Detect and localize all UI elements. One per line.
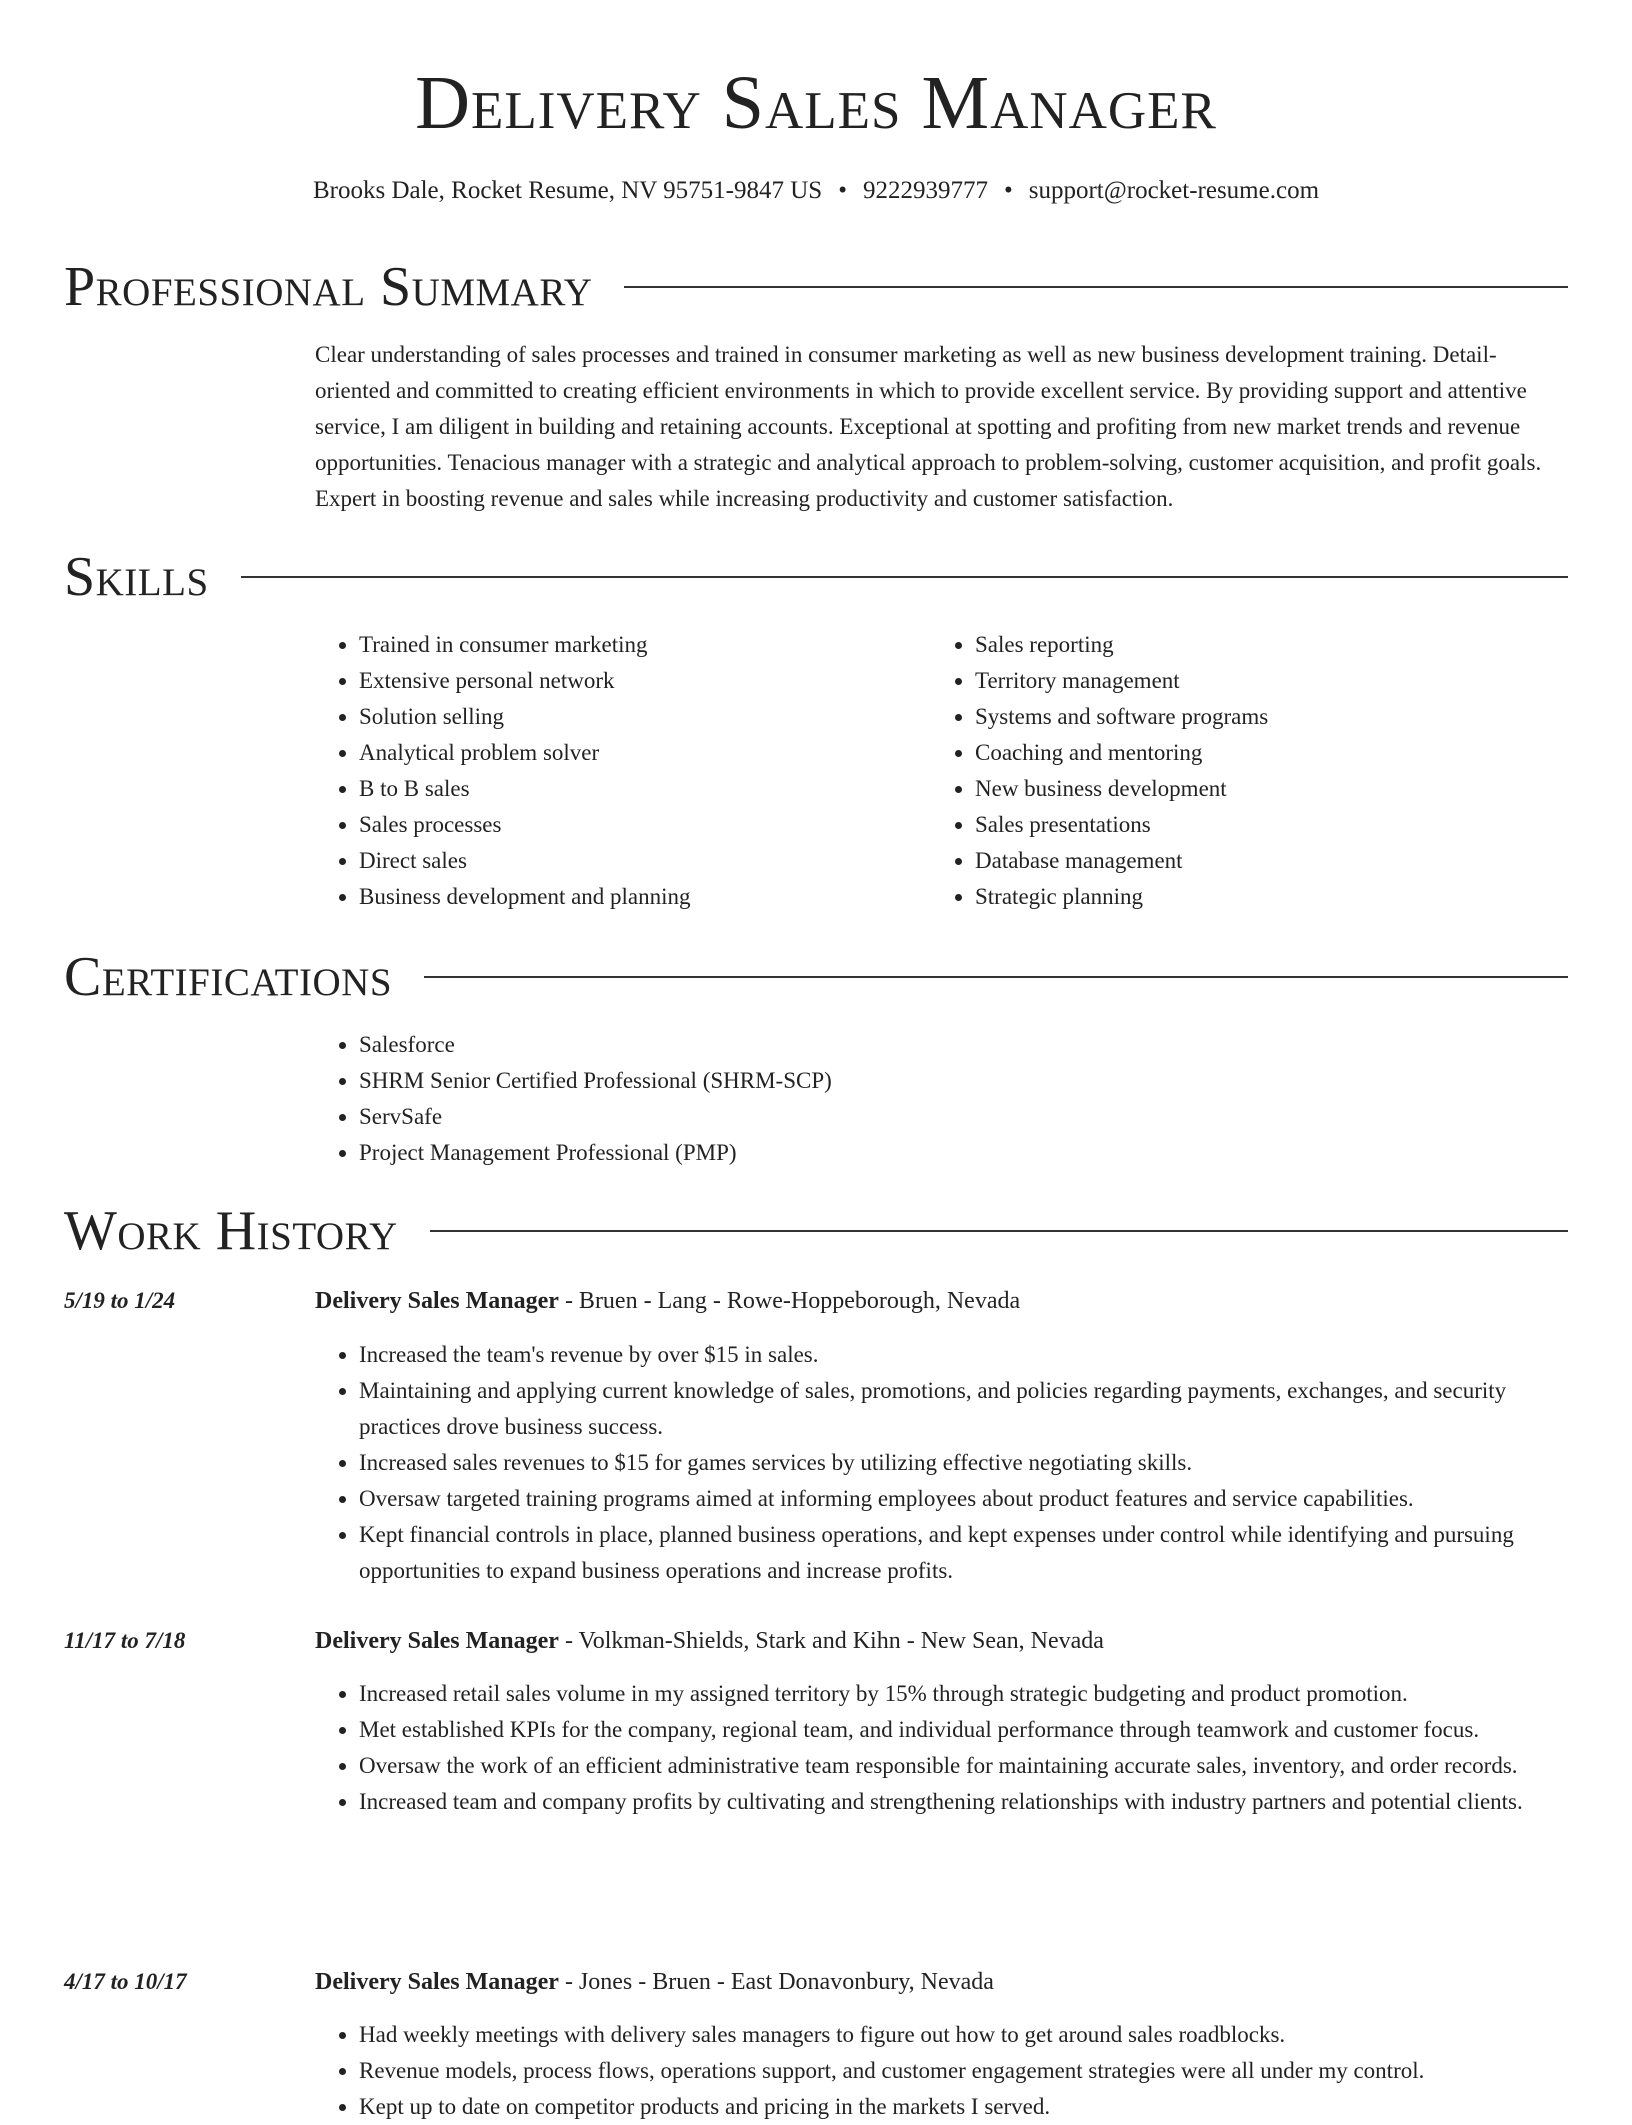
job-title: Delivery Sales Manager bbox=[315, 1288, 559, 1314]
job-bullet: • Increased the team's revenue by over $15 in sales. bbox=[359, 1337, 1568, 1373]
skills-section-title: Skills bbox=[64, 546, 209, 608]
section-divider bbox=[624, 286, 1568, 288]
skills-section-header bbox=[64, 545, 1568, 609]
job-bullets bbox=[315, 1676, 1568, 1820]
job-dates: 5/19 to 1/24 bbox=[64, 1288, 176, 1313]
section-divider bbox=[430, 1230, 1568, 1232]
skill-item: • Coaching and mentoring bbox=[975, 735, 1531, 771]
skill-item: • Database management bbox=[975, 843, 1531, 879]
job-bullet: • Met established KPIs for the company, regional team, and individual performance through teamwork and customer focus. bbox=[359, 1712, 1568, 1748]
job-employer: - Jones - Bruen - East Donavonbury, Nevada bbox=[558, 1969, 994, 1995]
job-bullet: • Increased team and company profits by cultivating and strengthening relationships with industry partners and potential clients. bbox=[359, 1784, 1568, 1820]
summary-section-title: Professional Summary bbox=[64, 256, 593, 318]
job-dates: 11/17 to 7/18 bbox=[64, 1628, 186, 1653]
skill-item: • Analytical problem solver bbox=[359, 735, 915, 771]
section-divider bbox=[241, 576, 1568, 578]
job-bullet: • Had weekly meetings with delivery sales managers to figure out how to get around sales roadblocks. bbox=[359, 2017, 1568, 2053]
job-title: Delivery Sales Manager bbox=[315, 1969, 559, 1995]
work-history-section-header bbox=[64, 1199, 1568, 1263]
job-bullets bbox=[315, 1337, 1568, 1589]
skill-item: • Systems and software programs bbox=[975, 699, 1531, 735]
certification-item: • SHRM Senior Certified Professional (SHRM-SCP) bbox=[359, 1063, 1315, 1099]
contact-address: Brooks Dale, Rocket Resume, NV 95751-9847 US bbox=[312, 177, 823, 204]
skill-item: • Trained in consumer marketing bbox=[359, 627, 915, 663]
skill-item: • B to B sales bbox=[359, 771, 915, 807]
certification-item: • ServSafe bbox=[359, 1099, 1315, 1135]
work-history-section-title: Work History bbox=[64, 1200, 398, 1262]
skills-list-left bbox=[315, 627, 915, 915]
job-heading bbox=[315, 1964, 994, 2000]
job-bullet: • Revenue models, process flows, operations support, and customer engagement strategies were all under my control. bbox=[359, 2053, 1568, 2089]
skill-item: • Territory management bbox=[975, 663, 1531, 699]
section-divider bbox=[424, 976, 1568, 978]
job-employer: - Bruen - Lang - Rowe-Hoppeborough, Nevada bbox=[558, 1288, 1021, 1314]
candidate-name: Delivery Sales Manager bbox=[415, 61, 1217, 145]
job-bullets bbox=[315, 2017, 1568, 2125]
skill-item: • Solution selling bbox=[359, 699, 915, 735]
job-bullet: • Kept financial controls in place, planned business operations, and kept expenses under control while identifying and pursuing opportunities to expand business operations and increase profits. bbox=[359, 1517, 1568, 1589]
certification-item: • Salesforce bbox=[359, 1027, 1315, 1063]
job-bullet: • Increased retail sales volume in my assigned territory by 15% through strategic budgeting and product promotion. bbox=[359, 1676, 1568, 1712]
skills-list-right bbox=[931, 627, 1531, 915]
job-employer: - Volkman-Shields, Stark and Kihn - New Sean, Nevada bbox=[558, 1628, 1104, 1654]
job-bullet: • Maintaining and applying current knowledge of sales, promotions, and policies regarding payments, exchanges, and security practices drove business success. bbox=[359, 1373, 1568, 1445]
contact-phone: 9222939777 bbox=[862, 177, 988, 204]
skill-item: • Sales processes bbox=[359, 807, 915, 843]
contact-email: support@rocket-resume.com bbox=[1028, 177, 1320, 204]
skill-item: • Business development and planning bbox=[359, 879, 915, 915]
job-bullet: • Oversaw targeted training programs aimed at informing employees about product features and service capabilities. bbox=[359, 1481, 1568, 1517]
summary-text: Clear understanding of sales processes and trained in consumer marketing as well as new business development training. Detail-oriented and committed to creating efficient environments in which to provide excellent service. By providing support and attentive service, I am diligent in building and retaining accounts. Exceptional at spotting and profiting from new market trends and revenue opportunities. Tenacious manager with a strategic and analytical approach to problem-solving, customer acquisition, and profit goals. Expert in boosting revenue and sales while increasing productivity and customer satisfaction. bbox=[315, 342, 1542, 511]
certifications-list bbox=[315, 1027, 1315, 1171]
contact-separator: • bbox=[1003, 177, 1013, 204]
skill-item: • Strategic planning bbox=[975, 879, 1531, 915]
skill-item: • Sales reporting bbox=[975, 627, 1531, 663]
job-bullet: • Oversaw the work of an efficient administrative team responsible for maintaining accurate sales, inventory, and order records. bbox=[359, 1748, 1568, 1784]
job-heading bbox=[315, 1283, 1020, 1319]
job-title: Delivery Sales Manager bbox=[315, 1628, 559, 1654]
summary-section-header bbox=[64, 255, 1568, 319]
job-bullet: • Increased sales revenues to $15 for games services by utilizing effective negotiating skills. bbox=[359, 1445, 1568, 1481]
contact-line bbox=[0, 174, 1632, 208]
certifications-section-title: Certifications bbox=[64, 946, 393, 1008]
skill-item: • Direct sales bbox=[359, 843, 915, 879]
certifications-section-header bbox=[64, 945, 1568, 1009]
certification-item: • Project Management Professional (PMP) bbox=[359, 1135, 1315, 1171]
skill-item: • New business development bbox=[975, 771, 1531, 807]
job-heading bbox=[315, 1623, 1104, 1659]
contact-separator: • bbox=[838, 177, 847, 204]
job-bullet: • Kept up to date on competitor products and pricing in the markets I served. bbox=[359, 2089, 1568, 2125]
skill-item: • Extensive personal network bbox=[359, 663, 915, 699]
skill-item: • Sales presentations bbox=[975, 807, 1531, 843]
job-dates: 4/17 to 10/17 bbox=[64, 1969, 187, 1994]
